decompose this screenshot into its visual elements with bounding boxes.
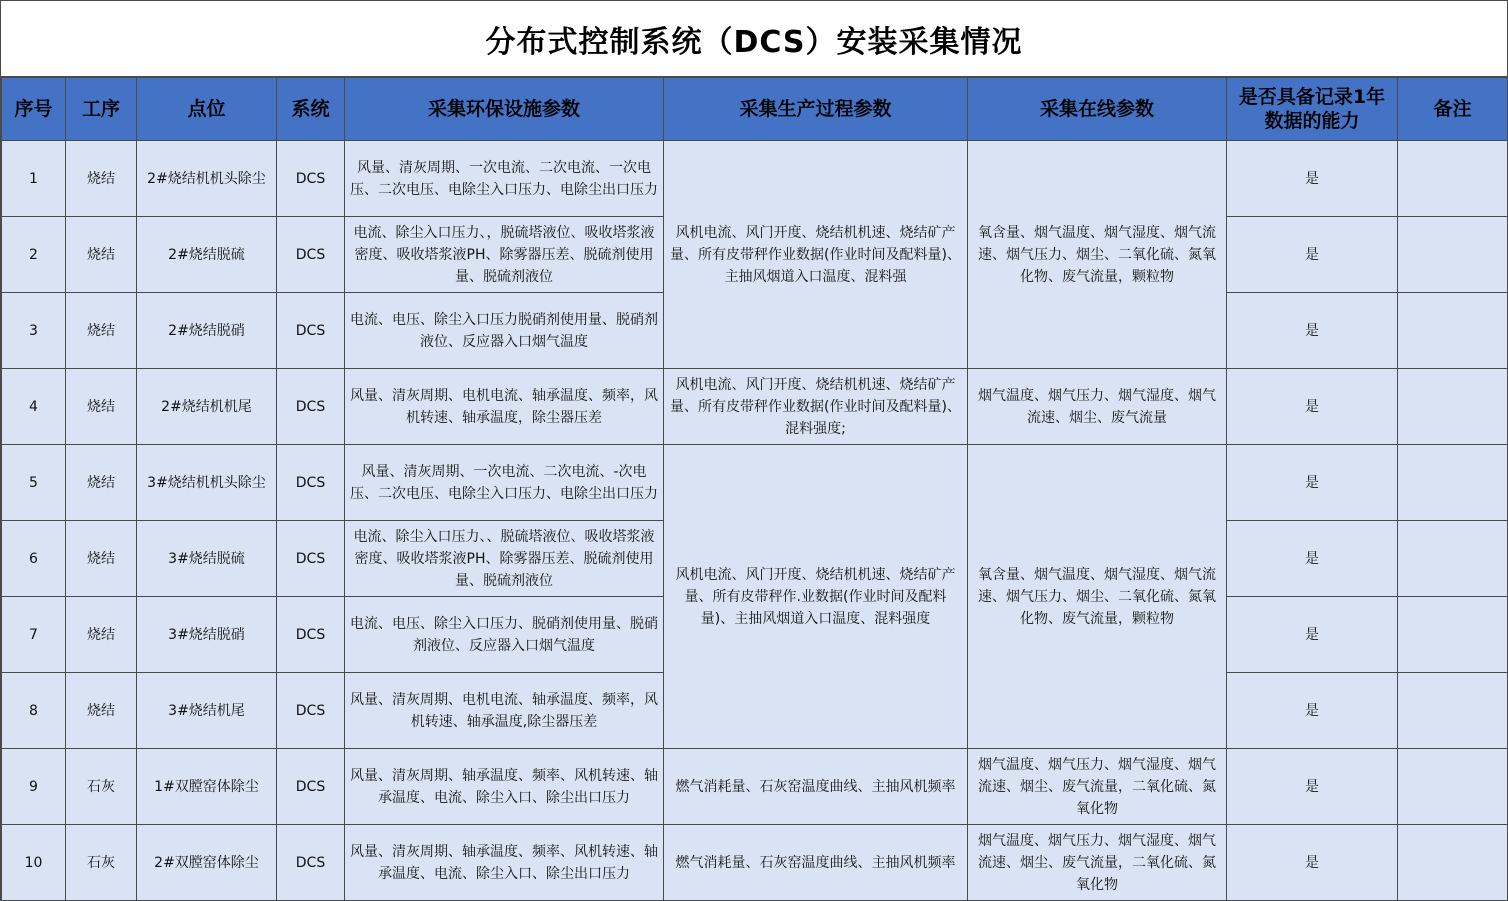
cell-point[interactable]: 3#烧结机尾: [137, 673, 277, 749]
cell-process[interactable]: 烧结: [66, 293, 137, 369]
cell-remark[interactable]: [1398, 749, 1508, 825]
cell-prod-params[interactable]: 燃气消耗量、石灰窑温度曲线、主抽风机频率: [664, 825, 968, 901]
header-record-ability[interactable]: 是否具备记录1年数据的能力: [1227, 78, 1398, 141]
cell-seq[interactable]: 1: [2, 141, 66, 217]
cell-prod-params-merged[interactable]: 风机电流、风门开度、烧结机机速、烧结矿产量、所有皮带秤作.业数据(作业时间及配料量)、主抽风烟道入口温度、混料强度: [664, 445, 968, 749]
cell-point[interactable]: 3#烧结脱硫: [137, 521, 277, 597]
title-row: [1, 1, 1507, 77]
cell-env-params[interactable]: 电流、电压、除尘入口压力、脱硝剂使用量、脱硝剂液位、反应器入口烟气温度: [345, 597, 664, 673]
cell-process[interactable]: 烧结: [66, 445, 137, 521]
cell-system[interactable]: DCS: [277, 597, 345, 673]
cell-seq[interactable]: 5: [2, 445, 66, 521]
cell-remark[interactable]: [1398, 673, 1508, 749]
cell-seq[interactable]: 9: [2, 749, 66, 825]
cell-system[interactable]: DCS: [277, 749, 345, 825]
cell-system[interactable]: DCS: [277, 141, 345, 217]
cell-point[interactable]: 3#烧结脱硝: [137, 597, 277, 673]
cell-env-params[interactable]: 电流、电压、除尘入口压力脱硝剂使用量、脱硝剂液位、反应器入口烟气温度: [345, 293, 664, 369]
cell-env-params[interactable]: 风量、清灰周期、轴承温度、频率、风机转速、轴承温度、电流、除尘入口、除尘出口压力: [345, 749, 664, 825]
cell-env-params[interactable]: 风量、清灰周期、电机电流、轴承温度、频率，风机转速、轴承温度，除尘器压差: [345, 369, 664, 445]
cell-online-params-merged[interactable]: 氧含量、烟气温度、烟气湿度、烟气流速、烟气压力、烟尘、二氧化硫、氮氧化物、废气流量，颗粒物: [968, 445, 1227, 749]
cell-remark[interactable]: [1398, 521, 1508, 597]
cell-seq[interactable]: 6: [2, 521, 66, 597]
table-row: [2, 825, 1508, 901]
cell-remark[interactable]: [1398, 141, 1508, 217]
cell-record[interactable]: 是: [1227, 825, 1398, 901]
cell-record[interactable]: 是: [1227, 597, 1398, 673]
cell-online-params[interactable]: 烟气温度、烟气压力、烟气湿度、烟气流速、烟尘、废气流量，二氧化硫、氮氧化物: [968, 825, 1227, 901]
sheet-title: 分布式控制系统（DCS）安装采集情况: [485, 24, 1023, 60]
cell-point[interactable]: 2#烧结脱硫: [137, 217, 277, 293]
cell-remark[interactable]: [1398, 597, 1508, 673]
cell-process[interactable]: 烧结: [66, 369, 137, 445]
table-row: [2, 369, 1508, 445]
cell-env-params[interactable]: 电流、除尘入口压力、，脱硫塔液位、吸收塔浆液密度、吸收塔浆液PH、除雾器压差、脱硫剂使用量、脱硫剂液位: [345, 217, 664, 293]
cell-system[interactable]: DCS: [277, 293, 345, 369]
cell-process[interactable]: 石灰: [66, 825, 137, 901]
cell-env-params[interactable]: 风量、清灰周期、一次电流、二次电流、一次电压、二次电压、电除尘入口压力、电除尘出口压力: [345, 141, 664, 217]
cell-system[interactable]: DCS: [277, 217, 345, 293]
cell-remark[interactable]: [1398, 217, 1508, 293]
cell-point[interactable]: 2#双膛窑体除尘: [137, 825, 277, 901]
header-seq[interactable]: 序号: [2, 78, 66, 141]
cell-point[interactable]: 2#烧结机机头除尘: [137, 141, 277, 217]
cell-online-params[interactable]: 烟气温度、烟气压力、烟气湿度、烟气流速、烟尘、废气流量，二氧化硫、氮氧化物: [968, 749, 1227, 825]
cell-point[interactable]: 2#烧结脱硝: [137, 293, 277, 369]
cell-online-params[interactable]: 烟气温度、烟气压力、烟气湿度、烟气流速、烟尘、废气流量: [968, 369, 1227, 445]
cell-env-params[interactable]: 风量、清灰周期、一次电流、二次电流、-次电压、二次电压、电除尘入口压力、电除尘出口压力: [345, 445, 664, 521]
header-remark[interactable]: 备注: [1398, 78, 1508, 141]
cell-record[interactable]: 是: [1227, 445, 1398, 521]
cell-process[interactable]: 烧结: [66, 141, 137, 217]
cell-record[interactable]: 是: [1227, 369, 1398, 445]
cell-remark[interactable]: [1398, 445, 1508, 521]
table-row: [2, 445, 1508, 521]
cell-seq[interactable]: 4: [2, 369, 66, 445]
cell-system[interactable]: DCS: [277, 521, 345, 597]
cell-prod-params[interactable]: 燃气消耗量、石灰窑温度曲线、主抽风机频率: [664, 749, 968, 825]
cell-seq[interactable]: 7: [2, 597, 66, 673]
cell-process[interactable]: 烧结: [66, 521, 137, 597]
cell-process[interactable]: 烧结: [66, 217, 137, 293]
cell-point[interactable]: 1#双膛窑体除尘: [137, 749, 277, 825]
cell-record[interactable]: 是: [1227, 749, 1398, 825]
header-env-params[interactable]: 采集环保设施参数: [345, 78, 664, 141]
cell-online-params-merged[interactable]: 氧含量、烟气温度、烟气湿度、烟气流速、烟气压力、烟尘、二氧化硫、氮氧化物、废气流量，颗粒物: [968, 141, 1227, 369]
table-row: [2, 749, 1508, 825]
cell-record[interactable]: 是: [1227, 293, 1398, 369]
cell-env-params[interactable]: 风量、清灰周期、电机电流、轴承温度、频率，风机转速、轴承温度,除尘器压差: [345, 673, 664, 749]
cell-remark[interactable]: [1398, 825, 1508, 901]
cell-point[interactable]: 2#烧结机机尾: [137, 369, 277, 445]
cell-record[interactable]: 是: [1227, 217, 1398, 293]
dcs-table: [1, 77, 1508, 901]
cell-prod-params[interactable]: 风机电流、风门开度、烧结机机速、烧结矿产量、所有皮带秤作业数据(作业时间及配料量)、混料强度;: [664, 369, 968, 445]
table-row: [2, 141, 1508, 217]
cell-seq[interactable]: 3: [2, 293, 66, 369]
cell-env-params[interactable]: 风量、清灰周期、轴承温度、频率、风机转速、轴承温度、电流、除尘入口、除尘出口压力: [345, 825, 664, 901]
cell-env-params[interactable]: 电流、除尘入口压力、、脱硫塔液位、吸收塔浆液密度、吸收塔浆液PH、除雾器压差、脱硫剂使用量、脱硫剂液位: [345, 521, 664, 597]
cell-system[interactable]: DCS: [277, 445, 345, 521]
header-prod-params[interactable]: 采集生产过程参数: [664, 78, 968, 141]
cell-process[interactable]: 烧结: [66, 673, 137, 749]
cell-seq[interactable]: 10: [2, 825, 66, 901]
cell-remark[interactable]: [1398, 369, 1508, 445]
header-row: [2, 78, 1508, 141]
header-process[interactable]: 工序: [66, 78, 137, 141]
cell-system[interactable]: DCS: [277, 369, 345, 445]
cell-seq[interactable]: 8: [2, 673, 66, 749]
header-point[interactable]: 点位: [137, 78, 277, 141]
header-online-params[interactable]: 采集在线参数: [968, 78, 1227, 141]
cell-prod-params-merged[interactable]: 风机电流、风门开度、烧结机机速、烧结矿产量、所有皮带秤作业数据(作业时间及配料量)、主抽风烟道入口温度、混料强: [664, 141, 968, 369]
cell-system[interactable]: DCS: [277, 825, 345, 901]
cell-record[interactable]: 是: [1227, 521, 1398, 597]
cell-point[interactable]: 3#烧结机机头除尘: [137, 445, 277, 521]
cell-record[interactable]: 是: [1227, 141, 1398, 217]
cell-process[interactable]: 石灰: [66, 749, 137, 825]
header-system[interactable]: 系统: [277, 78, 345, 141]
cell-process[interactable]: 烧结: [66, 597, 137, 673]
cell-system[interactable]: DCS: [277, 673, 345, 749]
cell-remark[interactable]: [1398, 293, 1508, 369]
cell-seq[interactable]: 2: [2, 217, 66, 293]
cell-record[interactable]: 是: [1227, 673, 1398, 749]
